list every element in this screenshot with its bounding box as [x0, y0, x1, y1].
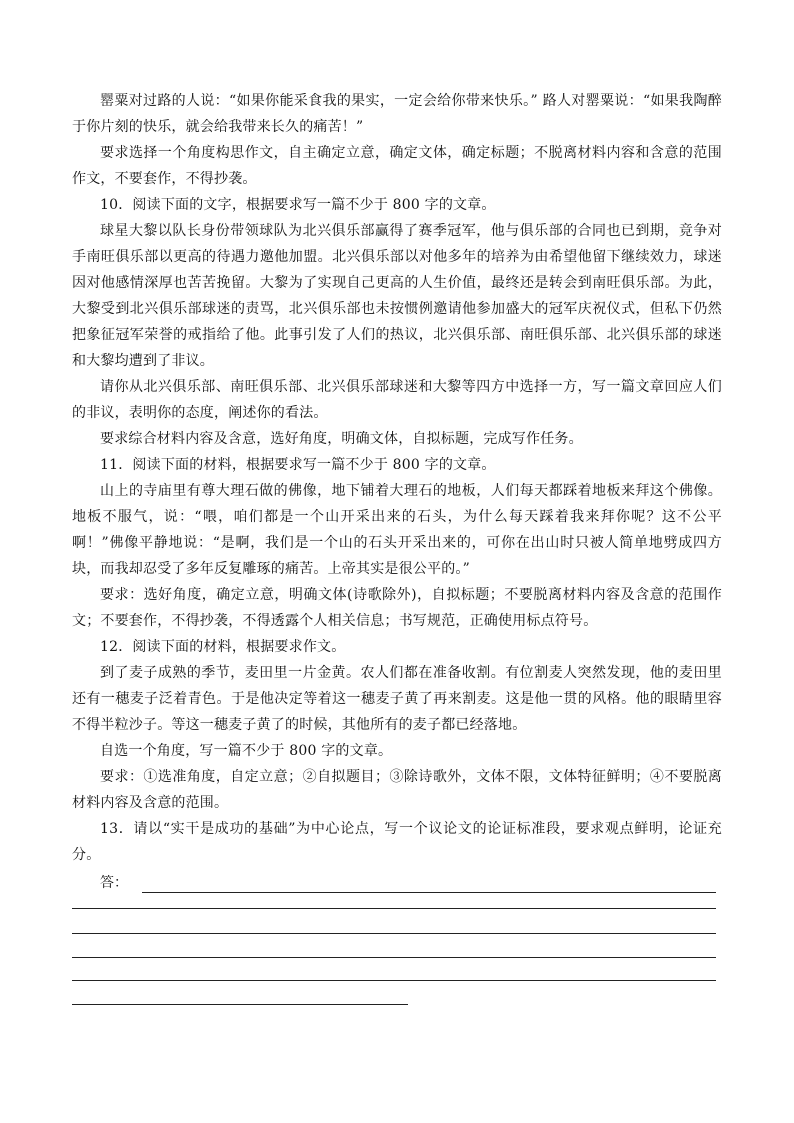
q12-material: 到了麦子成熟的季节，麦田里一片金黄。农人们都在准备收割。有位割麦人突然发现，他的麦田里还有一穗麦子泛着青色。于是他决定等着这一穗麦子黄了再来割麦。这是他一贯的风格。他的眼睛里容不得半粒沙子。等这一穗麦子黄了的时候，其他所有的麦子都已经落地。	[72, 665, 722, 733]
answer-label: 答：	[100, 875, 128, 891]
answer-line[interactable]	[72, 933, 716, 934]
q11-prompt: 11．阅读下面的材料，根据要求写一篇不少于 800 字的文章。	[100, 457, 496, 473]
q10-requirement: 要求综合材料内容及含意，选好角度，明确文体，自拟标题，完成写作任务。	[100, 431, 583, 447]
answer-lines	[72, 896, 722, 1006]
q13-prompt: 13．请以“实干是成功的基础”为中心论点，写一个议论文的论证标准段，要求观点鲜明，论证充分。	[72, 821, 722, 863]
answer-area	[72, 870, 722, 896]
poppy-material: 罂粟对过路的人说：“如果你能采食我的果实，一定会给你带来快乐。” 路人对罂粟说：“如果我陶醉于你片刻的快乐，就会给我带来长久的痛苦！”	[72, 93, 722, 135]
document-page	[72, 88, 722, 1006]
q12-prompt: 12．阅读下面的材料，根据要求作文。	[100, 639, 346, 655]
q10-material: 球星大黎以队长身份带领球队为北兴俱乐部赢得了赛季冠军，他与俱乐部的合同也已到期，竞争对手南旺俱乐部以更高的待遇力邀他加盟。北兴俱乐部以对他多年的培养为由希望他留下继续效力，球迷因对他感情深厚也苦苦挽留。大黎为了实现自己更高的人生价值，最终还是转会到南旺俱乐部。为此，大黎受到北兴俱乐部球迷的责骂，北兴俱乐部也未按惯例邀请他参加盛大的冠军庆祝仪式，但私下仍然把象征冠军荣誉的戒指给了他。此事引发了人们的热议，北兴俱乐部、南旺俱乐部、北兴俱乐部的球迷和大黎均遭到了非议。	[72, 223, 722, 369]
answer-line[interactable]	[72, 980, 716, 981]
q11-material: 山上的寺庙里有尊大理石做的佛像，地下铺着大理石的地板，人们每天都踩着地板来拜这个佛像。地板不服气，说：“喂，咱们都是一个山开采出来的石头，为什么每天踩着我来拜你呢？这不公平啊！”佛像平静地说：“是啊，我们是一个山的石头开采出来的，可你在出山时只被人简单地劈成四方块，而我却忍受了多年反复雕琢的痛苦。上帝其实是很公平的。”	[72, 483, 722, 577]
answer-line[interactable]	[72, 957, 716, 958]
q10-task: 请你从北兴俱乐部、南旺俱乐部、北兴俱乐部球迷和大黎等四方中选择一方，写一篇文章回应人们的非议，表明你的态度，阐述你的看法。	[72, 379, 722, 421]
answer-line[interactable]	[72, 1004, 408, 1005]
q9-requirement: 要求选择一个角度构思作文，自主确定立意，确定文体，确定标题；不脱离材料内容和含意的范围作文，不要套作，不得抄袭。	[72, 145, 722, 187]
answer-line[interactable]	[72, 908, 716, 909]
q10-prompt: 10．阅读下面的文字，根据要求写一篇不少于 800 字的文章。	[100, 197, 496, 213]
answer-line[interactable]	[142, 892, 716, 893]
q11-requirement: 要求：选好角度，确定立意，明确文体(诗歌除外)，自拟标题；不要脱离材料内容及含意的范围作文；不要套作，不得抄袭，不得透露个人相关信息；书写规范，正确使用标点符号。	[72, 587, 722, 629]
q12-task: 自选一个角度，写一篇不少于 800 字的文章。	[100, 743, 393, 759]
q12-requirement: 要求：①选准角度，自定立意；②自拟题目；③除诗歌外，文体不限，文体特征鲜明；④不要脱离材料内容及含意的范围。	[72, 769, 722, 811]
